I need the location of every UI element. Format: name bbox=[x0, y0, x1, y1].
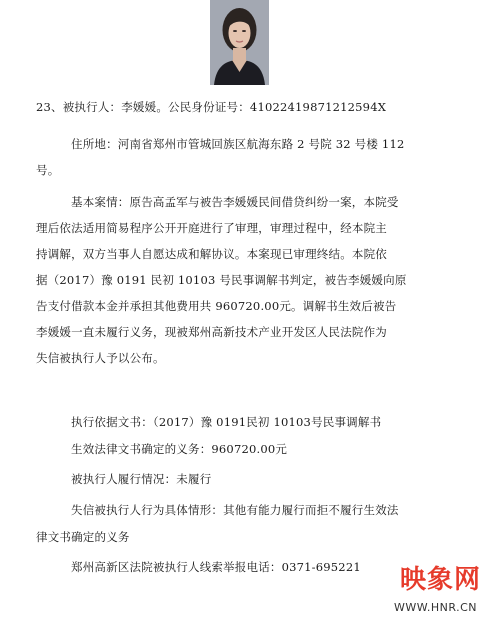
portrait-photo-icon bbox=[210, 0, 269, 85]
case-text-line: 理后依法适用简易程序公开开庭进行了审理，审理过程中，经本院主 bbox=[36, 221, 387, 235]
execution-status: 被执行人履行情况：未履行 bbox=[71, 472, 212, 486]
address-line: 号。 bbox=[36, 163, 60, 177]
case-text-line: 持调解，双方当事人自愿达成和解协议。本案现已审理终结。本院依 bbox=[36, 247, 387, 261]
entry-heading: 23、被执行人：李媛媛。公民身份证号：41022419871212594X bbox=[36, 100, 387, 114]
dishonest-behavior-line: 律文书确定的义务 bbox=[36, 530, 130, 544]
execution-obligation: 生效法律文书确定的义务：960720.00元 bbox=[71, 442, 288, 456]
watermark-url: WWW.HNR.CN bbox=[393, 601, 477, 614]
watermark-logo: 映象网 bbox=[399, 565, 481, 595]
report-hotline: 郑州高新区法院被执行人线索举报电话：0371-695221 bbox=[71, 560, 361, 574]
case-text-line: 告支付借款本金并承担其他费用共 960720.00元。调解书生效后被告 bbox=[36, 299, 397, 313]
execution-basis: 执行依据文书：（2017）豫 0191民初 10103号民事调解书 bbox=[71, 415, 382, 429]
case-text-line: 基本案情：原告高孟军与被告李媛媛民间借贷纠纷一案，本院受 bbox=[71, 195, 399, 209]
case-text-line: 据（2017）豫 0191 民初 10103 号民事调解书判定，被告李媛媛向原 bbox=[36, 273, 407, 287]
case-text-line: 李媛媛一直未履行义务，现被郑州高新技术产业开发区人民法院作为 bbox=[36, 325, 387, 339]
portrait-photo bbox=[210, 0, 269, 85]
dishonest-behavior-line: 失信被执行人行为具体情形：其他有能力履行而拒不履行生效法 bbox=[71, 503, 399, 517]
case-text-line: 失信被执行人予以公布。 bbox=[36, 351, 165, 365]
address-line: 住所地：河南省郑州市管城回族区航海东路 2 号院 32 号楼 112 bbox=[71, 137, 405, 151]
